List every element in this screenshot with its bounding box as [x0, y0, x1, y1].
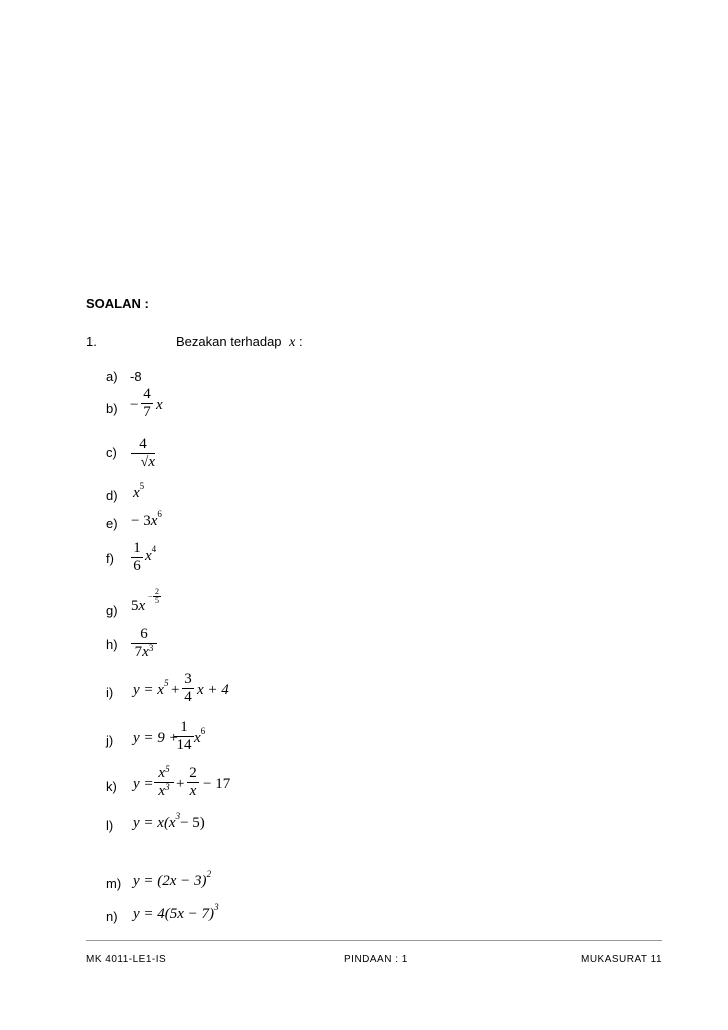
item-j-label: j): [106, 733, 114, 748]
item-e-expr: − $3x^6$: [131, 509, 162, 529]
item-c-numerator: 4: [139, 436, 147, 452]
sqrt-icon: √: [140, 455, 149, 470]
footer-doc-code: MK 4011-LE1-IS: [86, 954, 167, 965]
item-i-label: i): [106, 685, 114, 700]
footer-divider: [86, 940, 662, 941]
item-d-expr: $x^5$: [133, 481, 145, 501]
item-k-plus: +: [176, 776, 185, 792]
footer-revision: PINDAAN : 1: [344, 954, 408, 965]
item-h-fraction: [131, 626, 157, 661]
item-l-expr: $y = x(x^3- 5)$: [133, 811, 205, 831]
item-k-fraction-1: [154, 765, 174, 800]
item-f-label: f): [106, 551, 114, 566]
item-b-fraction: [141, 386, 153, 421]
item-j-power: $x^6$: [194, 726, 206, 746]
footer-page-number: MUKASURAT 11: [581, 954, 663, 965]
item-k-rest: − 17: [203, 776, 231, 792]
item-k-label: k): [106, 779, 117, 794]
item-h-label: h): [106, 637, 118, 652]
item-k-denominator-1: $x^3$: [158, 782, 170, 799]
item-c-fraction: [131, 436, 155, 471]
item-n-label: n): [106, 909, 118, 924]
question-number: 1.: [86, 334, 97, 349]
item-k-numerator-1: $x^5$: [158, 764, 170, 781]
item-k-denominator-2: x: [189, 783, 197, 799]
item-i-lhs: $y = x^5$: [133, 678, 169, 698]
item-k-numerator-2: 2: [189, 765, 197, 781]
item-h-denominator: $7x^3$: [134, 643, 154, 660]
item-k-lhs: y =: [133, 776, 154, 792]
item-j-numerator: 1: [180, 719, 188, 735]
item-m-label: m): [106, 876, 122, 891]
item-g-label: g): [106, 603, 118, 618]
item-j-fraction: [174, 719, 194, 754]
question-text: [176, 334, 303, 351]
item-i-numerator: 3: [184, 671, 192, 687]
item-c-label: c): [106, 445, 117, 460]
item-b-sign: −: [130, 397, 139, 413]
item-j-lhs: y = 9 +: [133, 730, 179, 746]
item-d-label: d): [106, 488, 118, 503]
item-i-fraction: [182, 671, 194, 706]
question-colon: :: [299, 334, 303, 349]
item-i-plus: +: [171, 682, 180, 698]
item-a-label: a): [106, 369, 118, 384]
item-m-expr: $y = (2x - 3)^2$: [133, 869, 212, 889]
item-e-label: e): [106, 516, 118, 531]
item-g-expr: 5x: [131, 598, 146, 614]
item-f-fraction: [131, 540, 143, 575]
item-i-denominator: 4: [184, 689, 192, 705]
item-a-expr: -8: [130, 369, 142, 384]
item-f-power: $x^4$: [145, 544, 157, 564]
item-b-label: b): [106, 401, 118, 416]
item-l-label: l): [106, 818, 114, 833]
item-c-denominator: √x: [140, 454, 155, 470]
question-variable: x: [289, 335, 296, 350]
item-b-denominator: 7: [143, 404, 151, 420]
item-j-denominator: 14: [176, 737, 192, 753]
item-b-numerator: 4: [143, 386, 151, 402]
question-instruction: Bezakan terhadap: [176, 334, 282, 349]
item-f-numerator: 1: [133, 540, 141, 556]
item-b-variable: x: [156, 397, 163, 413]
item-f-denominator: 6: [133, 558, 141, 574]
item-k-fraction-2: [187, 765, 199, 800]
section-heading: SOALAN :: [86, 296, 149, 311]
item-i-rest: x + 4: [197, 682, 229, 698]
item-n-expr: $y = 4(5x - 7)^3$: [133, 902, 219, 922]
item-h-numerator: 6: [140, 626, 148, 642]
